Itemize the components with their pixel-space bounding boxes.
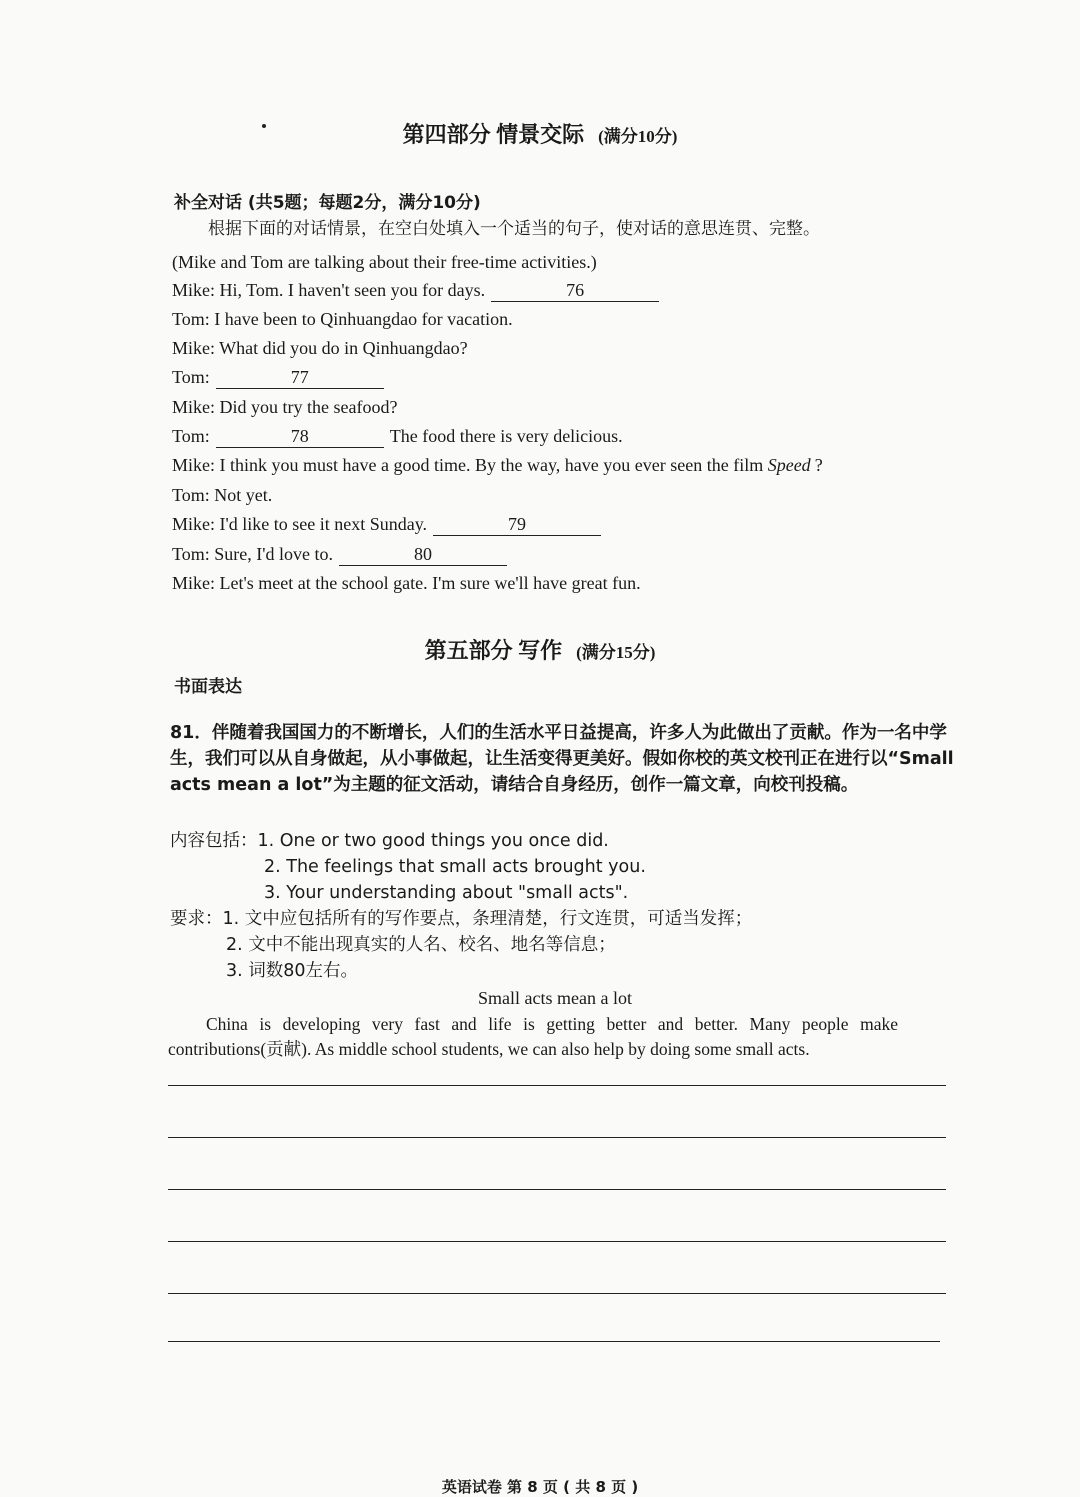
content-label: 内容包括：: [170, 831, 258, 851]
requirement-item: 2. 文中不能出现真实的人名、校名、地名等信息；: [226, 935, 616, 955]
dialogue-text: Mike: What did you do in Qinhuangdao?: [172, 338, 468, 358]
dialogue-text: Tom: Sure, I'd love to.: [172, 544, 333, 564]
dialogue-line: [172, 367, 390, 389]
dialogue-text: The food there is very delicious.: [389, 426, 623, 446]
answer-blank[interactable]: 76: [491, 280, 659, 302]
writing-line[interactable]: [168, 1241, 946, 1242]
dialogue-line: [172, 514, 607, 536]
part5-score: (满分15分): [576, 643, 656, 662]
part5-heading: [0, 634, 1080, 665]
content-item: 1. One or two good things you once did.: [257, 831, 609, 851]
part4-heading: [0, 118, 1080, 149]
dialogue-context: (Mike and Tom are talking about their free-time activities.): [172, 252, 597, 272]
part5-section-label: 书面表达: [174, 677, 242, 697]
dialogue-line: [172, 309, 513, 330]
requirement-list: [170, 906, 960, 984]
writing-line[interactable]: [168, 1189, 946, 1190]
answer-blank[interactable]: 78: [216, 426, 384, 448]
dialogue-line: [172, 397, 397, 418]
dialogue-text: Mike: Hi, Tom. I haven't seen you for days.: [172, 280, 486, 300]
writing-line[interactable]: [168, 1137, 946, 1138]
part5-title: 第五部分 写作: [424, 638, 563, 663]
part4-instruction: 根据下面的对话情景，在空白处填入一个适当的句子，使对话的意思连贯、完整。: [208, 219, 820, 239]
answer-blank[interactable]: 77: [216, 367, 384, 389]
dialogue-text: ?: [814, 455, 823, 475]
writing-prompt: 81．伴随着我国国力的不断增长，人们的生活水平日益提高，许多人为此做出了贡献。作为一名中学生，我们可以从自身做起，从小事做起，让生活变得更美好。假如你校的英文校刊正在进行以“Small acts mean a lot”为主题的征文活动，请结合自身经历，创作一篇文章，向校刊投稿。: [170, 723, 954, 795]
part4-score: (满分10分): [598, 127, 678, 146]
dialogue-line: [172, 544, 513, 566]
film-title: Speed: [767, 455, 811, 475]
dialogue-line: [172, 455, 823, 476]
writing-line[interactable]: [168, 1341, 940, 1342]
essay-title: Small acts mean a lot: [478, 988, 632, 1008]
dialogue-text: Tom:: [172, 367, 210, 387]
dialogue-text: Mike: Let's meet at the school gate. I'm sure we'll have great fun.: [172, 573, 641, 593]
requirement-item: 1. 文中应包括所有的写作要点，条理清楚，行文连贯，可适当发挥；: [222, 909, 753, 929]
requirement-label: 要求：: [170, 909, 223, 929]
requirement-item: 3. 词数80左右。: [226, 961, 359, 981]
part4-section-label: 补全对话 (共5题；每题2分，满分10分): [174, 193, 481, 213]
content-list: [170, 828, 960, 906]
dialogue-text: Tom: I have been to Qinhuangdao for vacation.: [172, 309, 513, 329]
dialogue-text: Mike: I think you must have a good time. By the way, have you ever seen the film: [172, 455, 764, 475]
answer-blank[interactable]: 79: [433, 514, 601, 536]
dialogue-line: [172, 485, 272, 506]
writing-line[interactable]: [168, 1085, 946, 1086]
dialogue-text: Mike: Did you try the seafood?: [172, 397, 398, 417]
content-item: 3. Your understanding about "small acts".: [264, 883, 629, 903]
part4-title: 第四部分 情景交际: [402, 122, 585, 147]
dialogue-line: [172, 280, 665, 302]
dialogue-text: Tom:: [172, 426, 210, 446]
page-footer: 英语试卷 第 8 页 ( 共 8 页 ): [441, 1478, 639, 1496]
dialogue-line: [172, 426, 623, 448]
answer-blank[interactable]: 80: [339, 544, 507, 566]
dialogue-line: [172, 338, 468, 359]
dialogue-text: Tom: Not yet.: [172, 485, 273, 505]
essay-opening: China is developing very fast and life is getting better and better. Many people make contributions(贡献). As middle school students, we can also help by doing some small acts.: [168, 1014, 898, 1059]
dialogue-line: [172, 573, 641, 594]
dialogue-text: Mike: I'd like to see it next Sunday.: [172, 514, 428, 534]
content-item: 2. The feelings that small acts brought you.: [264, 857, 646, 877]
writing-line[interactable]: [168, 1293, 946, 1294]
